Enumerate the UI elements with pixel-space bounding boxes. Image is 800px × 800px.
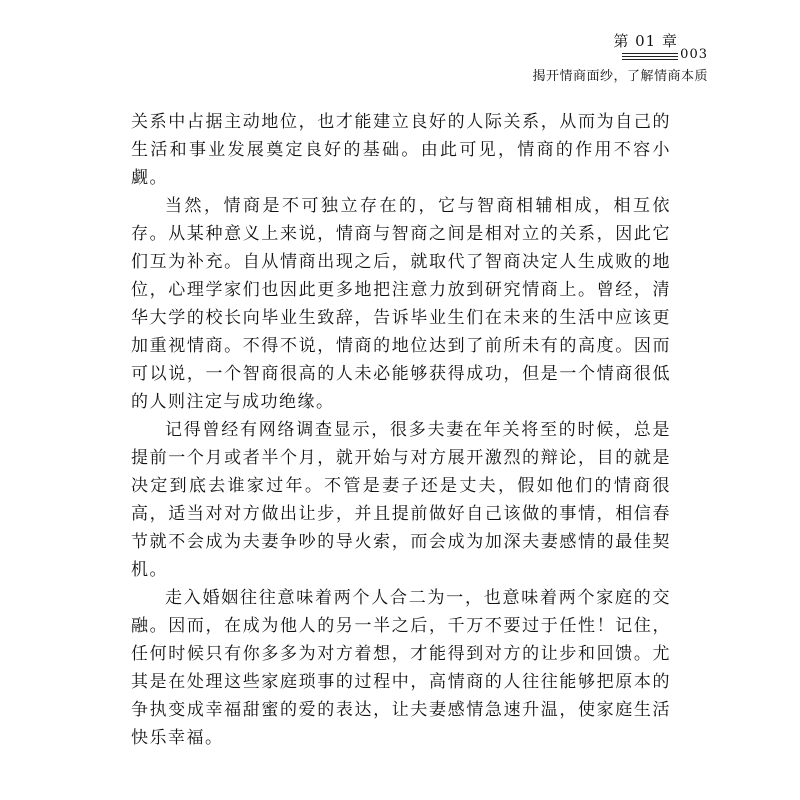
rule-line <box>622 53 678 54</box>
page-number: 003 <box>680 47 708 62</box>
paragraph: 当然，情商是不可独立存在的，它与智商相辅相成，相互依存。从某种意义上来说，情商与智商之间是相对立的关系，因此它们互为补充。自从情商出现之后，就取代了智商决定人生成败的地位，心理学家们也因此更多地把注意力放到研究情商上。曾经，清华大学的校长向毕业生致辞，告诉毕业生们在未来的生活中应该更加重视情商。不得不说，情商的地位达到了前所未有的高度。因而可以说，一个智商很高的人未必能够获得成功，但是一个情商很低的人则注定与成功绝缘。 <box>131 196 671 412</box>
paragraph: 走入婚姻往往意味着两个人合二为一，也意味着两个家庭的交融。因而，在成为他人的另一半之后，千万不要过于任性！记住，任何时候只有你多多为对方着想，才能得到对方的让步和回馈。尤其是在处理这些家庭琐事的过程中，高情商的人往往能够把原本的争执变成幸福甜蜜的爱的表达，让夫妻感情急速升温，使家庭生活快乐幸福。 <box>131 588 671 748</box>
rule-line <box>622 56 678 57</box>
chapter-label: 第 01 章 <box>613 32 678 50</box>
chapter-subtitle: 揭开情商面纱，了解情商本质 <box>532 69 708 84</box>
body-text <box>131 108 671 752</box>
paragraph-continued: 关系中占据主动地位，也才能建立良好的人际关系，从而为自己的生活和事业发展奠定良好的基础。由此可见，情商的作用不容小觑。 <box>131 112 671 188</box>
header-rule-lines <box>622 53 678 61</box>
paragraph: 记得曾经有网络调查显示，很多夫妻在年关将至的时候，总是提前一个月或者半个月，就开始与对方展开激烈的辩论，目的就是决定到底去谁家过年。不管是妻子还是丈夫，假如他们的情商很高，适当对对方做出让步，并且提前做好自己该做的事情，相信春节就不会成为夫妻争吵的导火索，而会成为加深夫妻感情的最佳契机。 <box>131 420 671 580</box>
rule-line <box>622 59 678 60</box>
page-header <box>468 32 708 92</box>
